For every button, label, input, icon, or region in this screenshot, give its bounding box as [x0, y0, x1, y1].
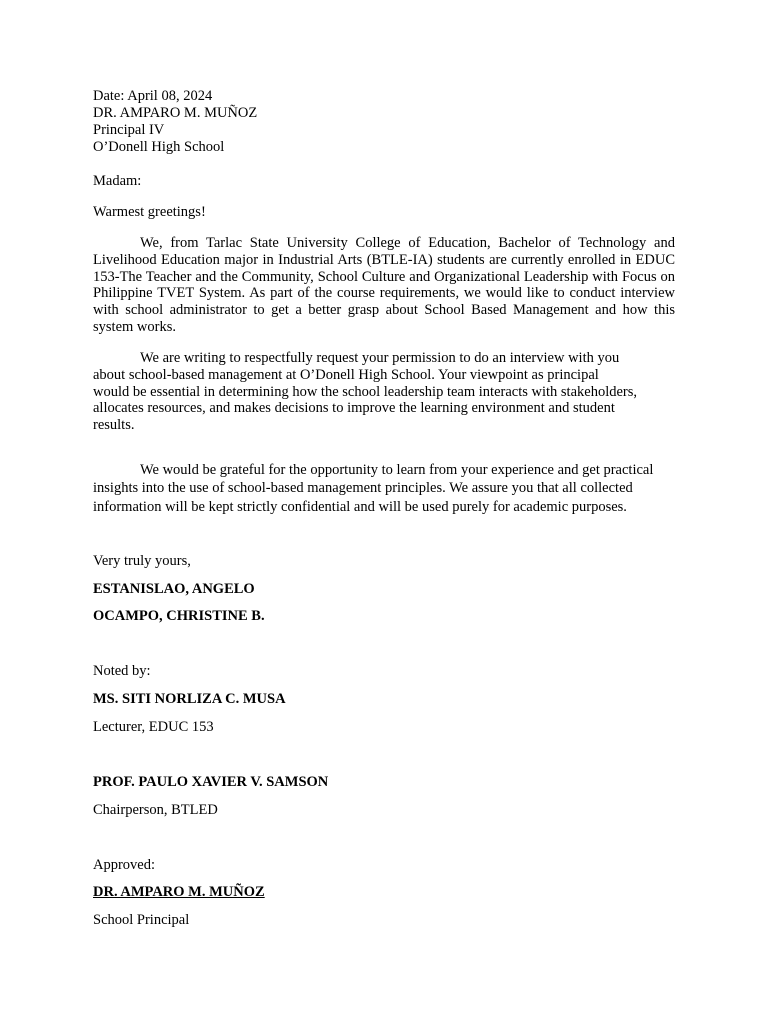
signatory-name: OCAMPO, CHRISTINE B. — [93, 608, 265, 624]
noted-person-position: Chairperson, BTLED — [93, 802, 218, 818]
paragraph-2-line: allocates resources, and makes decisions to improve the learning environment and student — [93, 400, 615, 417]
greeting: Warmest greetings! — [93, 204, 206, 220]
approver-name: DR. AMPARO M. MUÑOZ — [93, 884, 265, 900]
recipient-title: Principal IV — [93, 122, 165, 138]
noted-person-name: PROF. PAULO XAVIER V. SAMSON — [93, 774, 329, 790]
body-paragraph-3 — [93, 461, 683, 516]
paragraph-2-line: We are writing to respectfully request your permission to do an interview with you — [140, 350, 620, 366]
paragraph-3-line: insights into the use of school-based management principles. We assure you that all collected — [93, 480, 633, 497]
paragraph-2-line: would be essential in determining how the school leadership team interacts with stakeholders, — [93, 383, 638, 400]
paragraph-3-line: We would be grateful for the opportunity to learn from your experience and get practical — [140, 462, 654, 478]
recipient-name: DR. AMPARO M. MUÑOZ — [93, 105, 258, 121]
valediction: Very truly yours, — [93, 553, 191, 569]
body-paragraph-1: We, from Tarlac State University College of Education, Bachelor of Technology and Livelihood Education major in Industrial Arts (BTLE-IA) students are currently enrolled in EDUC 153-The Teacher and the Community, School Culture and Organizational Leadership with Focus on Philippine TVET System. As part of the course requirements, we would like to conduct interview with school administrator to get a better grasp about School Based Management and how this system works. — [93, 235, 675, 335]
paragraph-2-line: results. — [93, 417, 135, 434]
noted-by-label: Noted by: — [93, 663, 151, 679]
salutation: Madam: — [93, 173, 142, 189]
paragraph-2-line: about school-based management at O’Donell High School. Your viewpoint as principal — [93, 366, 599, 383]
signatory-name: ESTANISLAO, ANGELO — [93, 581, 255, 597]
noted-person-position: Lecturer, EDUC 153 — [93, 719, 214, 735]
paragraph-3-line: information will be kept strictly confidential and will be used purely for academic purposes. — [93, 498, 627, 515]
body-paragraph-2 — [93, 350, 683, 434]
approved-label: Approved: — [93, 857, 156, 873]
approver-position: School Principal — [93, 912, 190, 928]
letter-date: Date: April 08, 2024 — [93, 88, 213, 104]
recipient-school: O’Donell High School — [93, 139, 225, 155]
noted-person-name: MS. SITI NORLIZA C. MUSA — [93, 691, 286, 707]
